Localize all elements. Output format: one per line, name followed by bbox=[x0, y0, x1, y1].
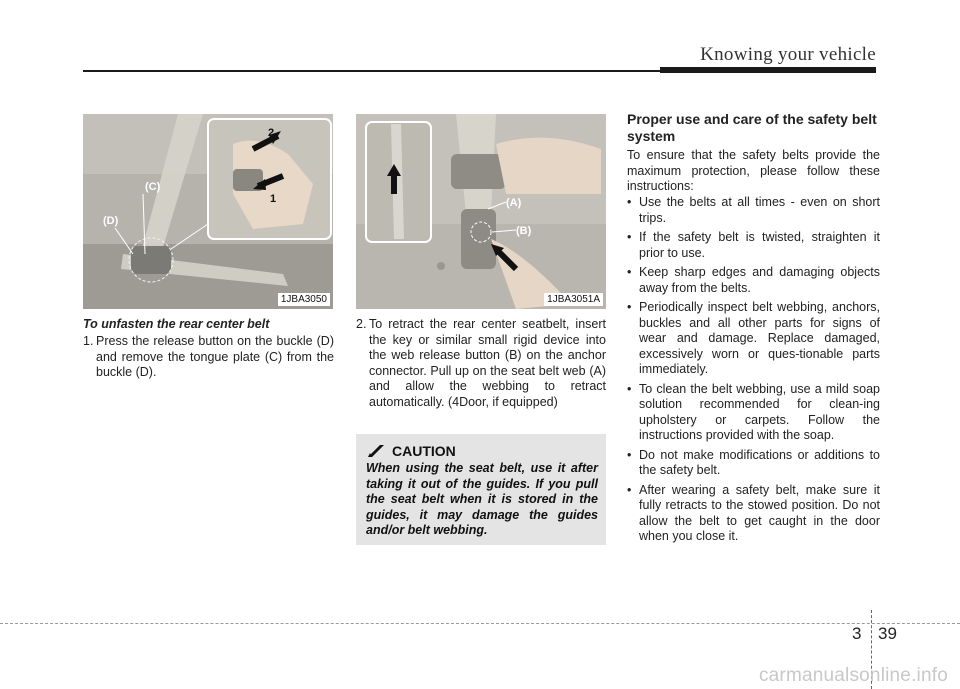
bullet-icon: • bbox=[627, 195, 632, 209]
step-2 bbox=[356, 317, 606, 410]
list-item bbox=[627, 195, 880, 226]
list-item bbox=[627, 382, 880, 444]
warning-pencil-icon bbox=[366, 443, 386, 459]
caution-header bbox=[366, 443, 456, 459]
step-text-content: To retract the rear center seatbelt, insert the key or similar small rigid device into the web release button (B) on the anchor connector. Pull up on the seat belt web (A) and allow the webbing to retract automatically. (4Door, if equipped) bbox=[369, 317, 606, 409]
caution-title: CAUTION bbox=[392, 443, 456, 459]
list-item bbox=[627, 448, 880, 479]
bullet-icon: • bbox=[627, 482, 632, 497]
list-item bbox=[627, 230, 880, 261]
figure-label-b: (B) bbox=[516, 225, 532, 237]
page-number: 39 bbox=[878, 624, 897, 643]
header-title: Knowing your vehicle bbox=[700, 44, 876, 65]
figure-label-2: 2 bbox=[268, 127, 275, 139]
step-number: 2. bbox=[356, 317, 367, 331]
bullet-icon: • bbox=[627, 447, 632, 462]
figure-caption: To unfasten the rear center belt bbox=[83, 317, 270, 331]
step-text bbox=[83, 334, 334, 381]
figure-label-d: (D) bbox=[103, 215, 119, 227]
figure-label-1: 1 bbox=[270, 193, 277, 205]
list-item-text: If the safety belt is twisted, straighten it prior to use. bbox=[639, 230, 880, 260]
instruction-list bbox=[627, 195, 880, 549]
step-number: 1. bbox=[83, 334, 94, 348]
caution-text: When using the seat belt, use it after taking it out of the guides. If you pull the seat belt when it is stored in the guides, it may damage the guides and/or belt webbing. bbox=[366, 461, 598, 537]
figure-label-c: (C) bbox=[145, 181, 161, 193]
footer-divider bbox=[0, 623, 960, 624]
watermark: carmanualsonline.info bbox=[758, 665, 948, 686]
section-title: Proper use and care of the safety belt system bbox=[627, 111, 877, 144]
bullet-icon: • bbox=[627, 230, 632, 244]
figure-code: 1JBA3050 bbox=[278, 293, 330, 306]
list-item bbox=[627, 300, 880, 378]
list-item-text: To clean the belt webbing, use a mild soap solution recommended for clean-ing upholstery or carpets. Follow the instructions provided with the soap. bbox=[639, 381, 880, 442]
figure-label-a: (A) bbox=[506, 197, 522, 209]
section-number: 3 bbox=[852, 624, 862, 643]
step-1 bbox=[83, 334, 334, 381]
list-item-text: Use the belts at all times - even on short trips. bbox=[639, 195, 880, 225]
belt-buckle-illustration bbox=[83, 114, 333, 309]
bullet-icon: • bbox=[627, 300, 632, 314]
list-item-text: Keep sharp edges and damaging objects away from the belts. bbox=[639, 265, 880, 295]
list-item bbox=[627, 265, 880, 296]
figure-unfasten-belt bbox=[83, 114, 333, 309]
bullet-icon: • bbox=[627, 265, 632, 279]
figure-code: 1JBA3051A bbox=[544, 293, 603, 306]
list-item-text: Periodically inspect belt webbing, anchors, buckles and all other parts for signs of wear and damage. Replace damaged, excessively worn or ques-tionable parts immediately. bbox=[639, 300, 880, 376]
list-item-text: Do not make modifications or additions to the safety belt. bbox=[639, 447, 880, 477]
section-intro: To ensure that the safety belts provide the maximum protection, please follow these instructions: bbox=[627, 148, 880, 193]
bullet-icon: • bbox=[627, 381, 632, 396]
figure-retract-belt bbox=[356, 114, 606, 309]
caution-box bbox=[356, 434, 606, 545]
list-item-text: After wearing a safety belt, make sure it fully retracts to the stowed position. Do not allow the belt to get caught in the door when you close it. bbox=[639, 482, 880, 543]
header-rule-accent bbox=[660, 67, 876, 73]
step-text bbox=[356, 317, 606, 410]
list-item bbox=[627, 483, 880, 545]
anchor-connector-illustration bbox=[356, 114, 606, 309]
step-text-content: Press the release button on the buckle (D) and remove the tongue plate (C) from the buckle (D). bbox=[96, 334, 334, 379]
